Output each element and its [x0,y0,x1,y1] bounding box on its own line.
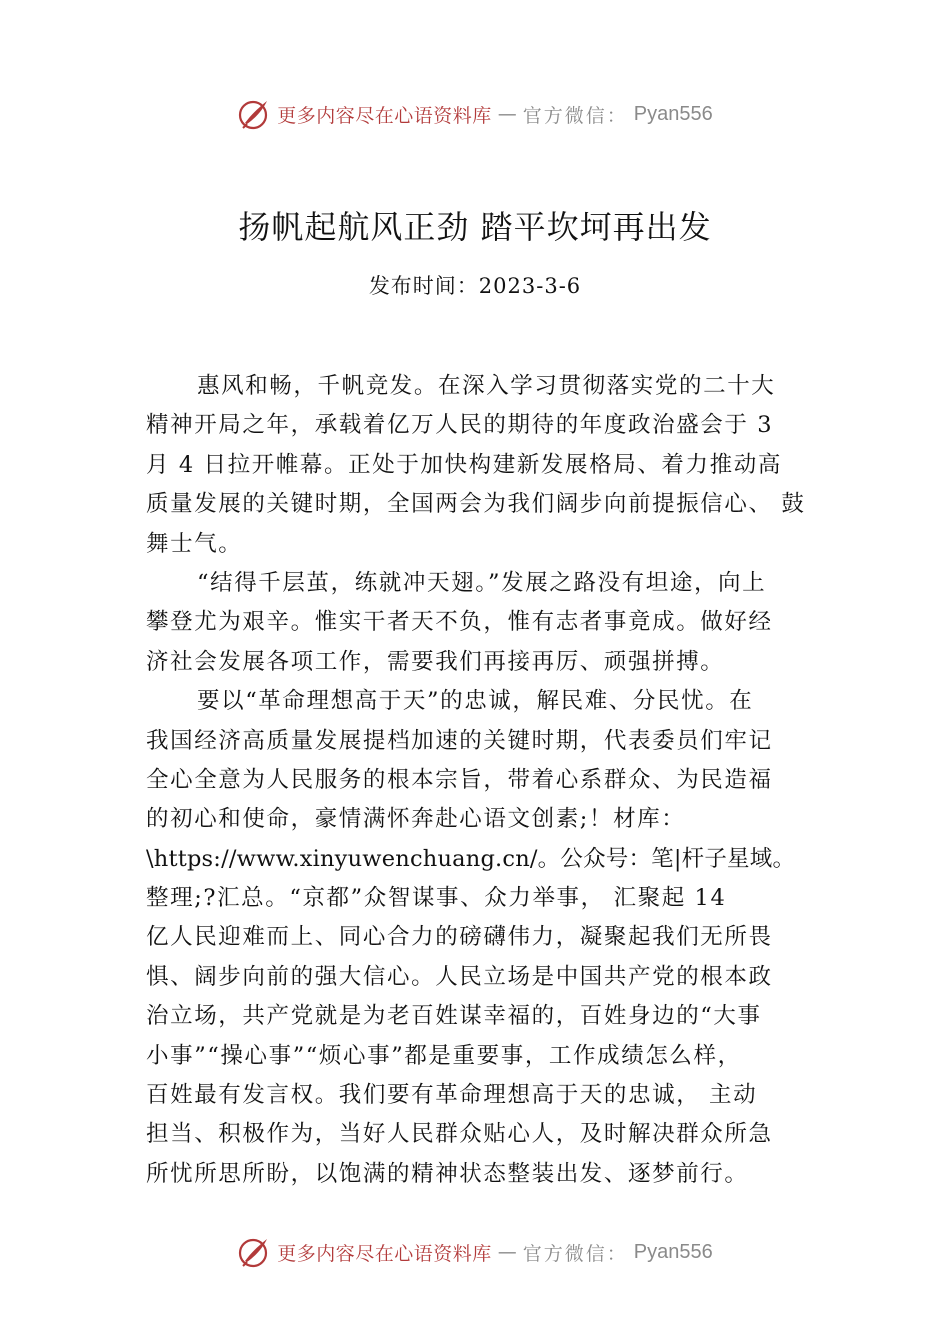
footer-banner [0,1232,950,1272]
body-line: 我国经济高质量发展提档加速的关键时期，代表委员们牢记 [146,727,773,754]
body-line: “结得千层茧，练就冲天翅。”发展之路没有坦途，向上 [197,569,767,596]
document-title: 扬帆起航风正劲 踏平坎坷再出发 [238,208,712,246]
body-line: 担当、积极作为，当好人民群众贴心人，及时解决群众所急 [146,1121,773,1148]
body-line: 舞士气。 [146,530,243,557]
banner-wechat-label: 官方微信： [522,1242,628,1265]
quill-pen-logo-icon [237,1235,271,1269]
banner-separator: — [497,1241,517,1263]
banner-separator: — [497,103,517,125]
body-line: \https://www.xinyuwenchuang.cn/。公众号：笔|杆子星域。 [146,845,796,872]
body-line: 亿人民迎难而上、同心合力的磅礴伟力，凝聚起我们无所畏 [146,924,773,951]
body-line: 整理;?汇总。“京都”众智谋事、众力举事， 汇聚起 14 [146,885,727,912]
banner-main-text: 更多内容尽在心语资料库 [277,1242,492,1265]
body-line: 所忧所思所盼，以饱满的精神状态整装出发、逐梦前行。 [146,1160,749,1187]
banner-wechat-id: Pyan556 [633,102,713,125]
body-line: 济社会发展各项工作，需要我们再接再厉、顽强拼搏。 [146,648,725,675]
body-line: 全心全意为人民服务的根本宗旨，带着心系群众、为民造福 [146,766,773,793]
banner-wechat-id: Pyan556 [633,1240,713,1263]
body-line: 要以“革命理想高于天”的忠诚，解民难、分民忧。在 [197,688,754,715]
quill-pen-logo-icon [237,97,271,131]
body-line: 精神开局之年，承载着亿万人民的期待的年度政治盛会于 3 [146,412,774,439]
body-line: 小事”“操心事”“烦心事”都是重要事，工作成绩怎么样， [146,1042,742,1069]
body-line: 惠风和畅，千帆竞发。在深入学习贯彻落实党的二十大 [197,373,776,399]
body-line: 攀登尤为艰辛。惟实干者天不负，惟有志者事竟成。做好经 [146,609,773,636]
header-banner [0,94,950,134]
banner-wechat-label: 官方微信： [522,104,628,127]
body-line: 的初心和使命，豪情满怀奔赴心语文创素;！材库： [146,806,686,833]
body-line: 月 4 日拉开帷幕。正处于加快构建新发展格局、着力推动高 [146,451,782,478]
body-line: 质量发展的关键时期，全国两会为我们阔步向前提振信心、 鼓 [146,491,806,518]
publish-date: 发布时间：2023-3-6 [368,274,582,298]
body-line: 百姓最有发言权。我们要有革命理想高于天的忠诚， 主动 [146,1082,758,1109]
body-line: 治立场，共产党就是为老百姓谋幸福的，百姓身边的“大事 [146,1003,762,1030]
article-body [146,367,846,1194]
banner-main-text: 更多内容尽在心语资料库 [277,104,492,127]
body-line: 惧、阔步向前的强大信心。人民立场是中国共产党的根本政 [146,963,773,990]
